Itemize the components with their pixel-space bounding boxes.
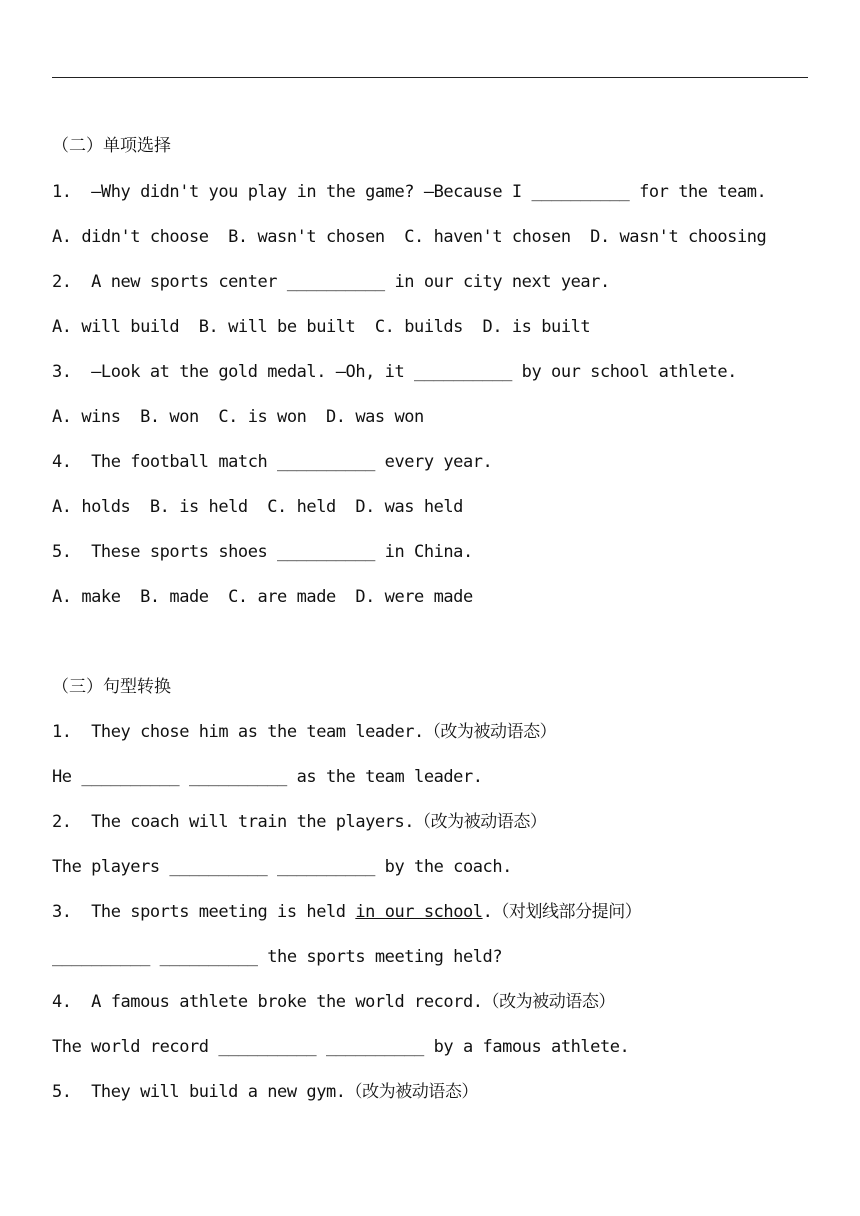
mc-options-5: A. make B. made C. are made D. were made: [52, 587, 473, 607]
mc-options-3: A. wins B. won C. is won D. was won: [52, 407, 424, 427]
transform-prompt-5: 5. They will build a new gym.（改为被动语态）: [52, 1082, 478, 1102]
mc-question-4: 4. The football match __________ every year.: [52, 452, 493, 472]
mc-question-3: 3. —Look at the gold medal. —Oh, it __________ by our school athlete.: [52, 362, 737, 382]
transform-answer-1: He __________ __________ as the team leader.: [52, 767, 483, 787]
transform-prompt-2: 2. The coach will train the players.（改为被动语态）: [52, 812, 547, 832]
section-3-heading: （三）句型转换: [52, 677, 171, 697]
transform-prompt-1: 1. They chose him as the team leader.（改为被动语态）: [52, 722, 557, 742]
transform-answer-4: The world record __________ __________ by a famous athlete.: [52, 1037, 630, 1057]
mc-question-1: 1. —Why didn't you play in the game? —Because I __________ for the team.: [52, 182, 767, 202]
transform-prompt-4: 4. A famous athlete broke the world record.（改为被动语态）: [52, 992, 615, 1012]
transform-answer-3: __________ __________ the sports meeting held?: [52, 947, 503, 967]
transform-prompt-3-text: 3. The sports meeting is held: [52, 902, 356, 922]
mc-options-2: A. will build B. will be built C. builds D. is built: [52, 317, 591, 337]
section-2-heading: （二）单项选择: [52, 136, 171, 156]
mc-question-2: 2. A new sports center __________ in our city next year.: [52, 272, 610, 292]
transform-prompt-3-instruction: .（对划线部分提问）: [482, 902, 642, 922]
mc-options-1: A. didn't choose B. wasn't chosen C. haven't chosen D. wasn't choosing: [52, 227, 767, 247]
mc-question-5: 5. These sports shoes __________ in China.: [52, 542, 473, 562]
underlined-phrase: in our school: [355, 902, 483, 922]
transform-answer-2: The players __________ __________ by the coach.: [52, 857, 512, 877]
mc-options-4: A. holds B. is held C. held D. was held: [52, 497, 463, 517]
transform-prompt-3: [52, 901, 641, 923]
header-rule: [52, 77, 808, 78]
